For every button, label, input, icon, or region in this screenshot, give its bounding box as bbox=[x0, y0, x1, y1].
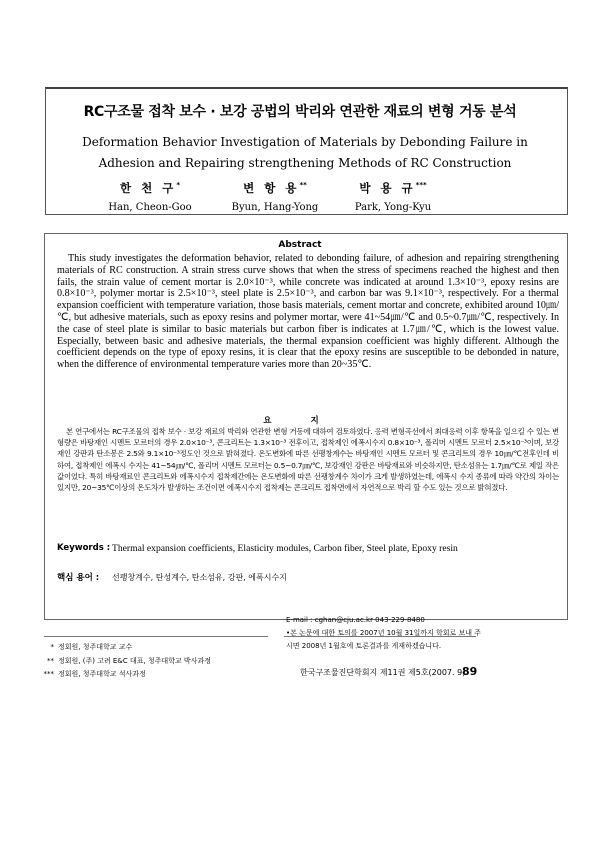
abstract-heading: Abstract bbox=[278, 240, 322, 250]
core-terms-values: 선팽창계수, 탄성계수, 탄소섬유, 강판, 에폭시수지 bbox=[112, 573, 287, 582]
author-3 bbox=[318, 180, 468, 213]
author-3-mark: *** bbox=[415, 181, 427, 190]
title-english bbox=[55, 132, 555, 174]
keywords-row bbox=[57, 542, 458, 554]
keywords-label: Keywords : bbox=[57, 543, 111, 553]
author-1-mark: * bbox=[176, 181, 180, 190]
footnote-divider-left bbox=[44, 636, 268, 637]
footnote-2-mark: ** bbox=[47, 656, 54, 665]
title-english-line2: Adhesion and Repairing strengthening Methods of RC Construction bbox=[98, 156, 512, 170]
abstract-text: This study investigates the deformation behavior, related to debonding failure, of adhesion and repairing strengthening materials of RC construction. A strain stress curve shows that when the stress of specimens reached the highest and then fails, the strain value of cement mortar is 2.0×10⁻³, while concrete was indicated at around 1.3×10⁻³, epoxy resins are 0.8×10⁻³, polymer mortar is 2.5×10⁻³, steel plate is 2.5×10⁻³, and carbon bar was 9.1×10⁻³, respectively. For a thermal expansion coefficient with temperature variation, those basis materials, cement mortar and concrete, exhibited around 10㎛/℃, but adhesive materials, such as epoxy resins and polymer mortar, were 41~54㎛/℃ and 0.5~0.7㎛/℃, respectively. In the case of steel plate is similar to basic materials but carbon fiber is indicates at 1.7㎛/℃, which is the lowest value. Especially, between basic and adhesive materials, the thermal expansion coefficient was highly different. Although the coefficient depends on the type of epoxy resins, it is clear that the epoxy resins are susceptible to be debonded in nature, when the difference of environmental temperature varies more than 20~35℃. bbox=[57, 253, 559, 371]
title-korean: RC구조물 접착 보수 · 보강 공법의 박리와 연관한 재료의 변형 거동 분석 bbox=[83, 104, 517, 120]
page-number: 89 bbox=[462, 665, 478, 678]
author-2-kr: 변 항 용 bbox=[243, 181, 300, 195]
contact-email: E-mail : cghan@cju.ac.kr 043-229-8480 bbox=[286, 616, 425, 624]
author-3-kr: 박 용 규 bbox=[359, 181, 416, 195]
footnote-1 bbox=[40, 641, 270, 655]
footnote-2-text: 정회원, (주) 고려 E&C 대표, 청주대학교 박사과정 bbox=[58, 656, 211, 665]
core-terms-row bbox=[57, 571, 287, 583]
footnote-1-text: 정회원, 청주대학교 교수 bbox=[58, 643, 133, 651]
footnote-3 bbox=[40, 668, 270, 682]
core-terms-label: 핵심 용어 : bbox=[57, 573, 100, 583]
discussion-note: •본 논문에 대한 토의를 2007년 10월 31일까지 학회로 보내 주시면 2008년 1월호에 토론결과를 게재하겠습니다. bbox=[286, 629, 482, 651]
author-2-en: Byun, Hang-Yong bbox=[231, 202, 319, 213]
title-english-line1: Deformation Behavior Investigation of Materials by Debonding Failure in bbox=[82, 135, 528, 149]
author-3-en: Park, Yong-Kyu bbox=[354, 202, 432, 213]
footnote-3-mark: *** bbox=[43, 670, 54, 678]
footnote-2 bbox=[40, 655, 270, 669]
journal-citation: 한국구조물진단학회지 제11권 제5호(2007. 9) bbox=[300, 668, 466, 677]
footnote-1-mark: * bbox=[50, 643, 54, 651]
korean-abstract-text: 본 연구에서는 RC구조물의 접착 보수 · 보강 재료의 박리와 연관한 변형 거동에 대하여 검토하였다. 응력 변형곡선에서 최대응력 이후 항복을 일으킬 수 있는 변형량은 바탕재인 시멘트 모르터의 경우 2.0×10⁻³, 콘크리트는 1.3×10⁻³ 전후이고, 접착제인 에폭시수지 0.8×10⁻³, 폴리머 시멘트 모르터 2.5×10⁻³이며, 보강재인 강판과 탄소봉은 2.5와 9.1×10⁻³정도인 것으로 밝혀졌다. 온도변화에 따른 선팽창계수는 바탕재인 시멘트 모르터 및 콘크리트의 경우 10㎛/℃전후인데 비하여, 접착제인 에폭시 수지는 41~54㎛/℃, 폴리머 시멘트 모르터는 0.5~0.7㎛/℃, 보강재인 강판은 바탕재료와 비슷하지만, 탄소섬유는 1.7㎛/℃로 제일 작은 값이었다. 특히 바탕재료인 콘크리트와 에폭시수지 접착제간에는 온도변화에 따른 선팽창계수 차이가 크게 발생하였는데, 에폭시 수지 종류에 따라 약간의 차이는 있지만, 20~35℃이상의 온도차가 발생하는 조건이면 에폭시수지 접착제는 콘크리트 접착면에서 자연적으로 박리 할 수도 있는 것으로 밝혀졌다. bbox=[57, 427, 559, 493]
author-2-mark: ** bbox=[299, 181, 307, 190]
author-1-kr: 한 천 구 bbox=[119, 181, 177, 195]
author-1-en: Han, Cheon-Goo bbox=[108, 202, 192, 213]
footnotes bbox=[40, 641, 270, 682]
korean-abstract-heading: 요 지 bbox=[263, 416, 337, 426]
keywords-values: Thermal expansion coefficients, Elasticity modules, Carbon fiber, Steel plate, Epoxy resin bbox=[112, 543, 458, 554]
footnote-3-text: 정회원, 청주대학교 석사과정 bbox=[58, 670, 146, 678]
